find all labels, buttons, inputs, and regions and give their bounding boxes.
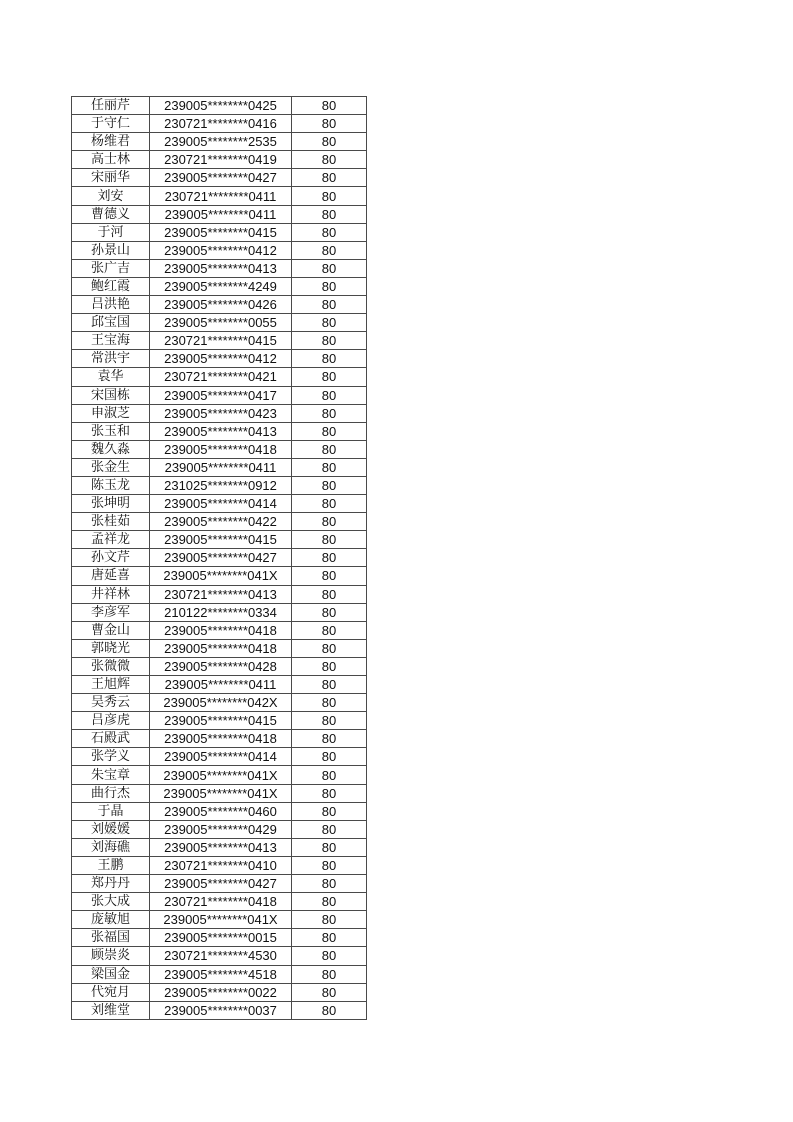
score-cell: 80	[292, 259, 367, 277]
score-cell: 80	[292, 296, 367, 314]
score-cell: 80	[292, 947, 367, 965]
id-number-cell: 230721********0411	[150, 187, 292, 205]
id-number-cell: 239005********0460	[150, 802, 292, 820]
name-cell: 张桂茹	[72, 513, 150, 531]
score-cell: 80	[292, 187, 367, 205]
score-cell: 80	[292, 621, 367, 639]
table-row	[72, 802, 367, 820]
score-cell: 80	[292, 440, 367, 458]
score-cell: 80	[292, 965, 367, 983]
table-row	[72, 657, 367, 675]
score-cell: 80	[292, 893, 367, 911]
id-number-cell: 239005********0427	[150, 169, 292, 187]
id-number-cell: 239005********0418	[150, 730, 292, 748]
table-row	[72, 621, 367, 639]
score-cell: 80	[292, 458, 367, 476]
table-row	[72, 965, 367, 983]
score-cell: 80	[292, 748, 367, 766]
id-number-cell: 230721********0415	[150, 332, 292, 350]
table-row	[72, 856, 367, 874]
id-number-cell: 239005********0426	[150, 296, 292, 314]
id-number-cell: 239005********0411	[150, 458, 292, 476]
table-row	[72, 893, 367, 911]
score-cell: 80	[292, 241, 367, 259]
score-cell: 80	[292, 404, 367, 422]
score-cell: 80	[292, 766, 367, 784]
score-cell: 80	[292, 495, 367, 513]
name-cell: 任丽芹	[72, 97, 150, 115]
score-cell: 80	[292, 223, 367, 241]
table-row	[72, 115, 367, 133]
score-cell: 80	[292, 115, 367, 133]
table-row	[72, 350, 367, 368]
score-cell: 80	[292, 277, 367, 295]
score-cell: 80	[292, 205, 367, 223]
table-row	[72, 983, 367, 1001]
table-row	[72, 929, 367, 947]
id-number-cell: 239005********0428	[150, 657, 292, 675]
table-row	[72, 205, 367, 223]
score-cell: 80	[292, 513, 367, 531]
score-cell: 80	[292, 133, 367, 151]
id-number-cell: 239005********041X	[150, 784, 292, 802]
name-cell: 张福国	[72, 929, 150, 947]
score-cell: 80	[292, 712, 367, 730]
name-cell: 曹金山	[72, 621, 150, 639]
name-cell: 宋丽华	[72, 169, 150, 187]
id-number-cell: 230721********0418	[150, 893, 292, 911]
score-cell: 80	[292, 730, 367, 748]
name-cell: 代宛月	[72, 983, 150, 1001]
table-row	[72, 947, 367, 965]
name-cell: 吕彦虎	[72, 712, 150, 730]
name-cell: 孟祥龙	[72, 531, 150, 549]
table-row	[72, 458, 367, 476]
name-cell: 孙景山	[72, 241, 150, 259]
id-number-cell: 230721********0416	[150, 115, 292, 133]
table-row	[72, 440, 367, 458]
roster-table	[71, 96, 367, 1020]
name-cell: 张玉和	[72, 422, 150, 440]
name-cell: 张坤明	[72, 495, 150, 513]
id-number-cell: 239005********0022	[150, 983, 292, 1001]
table-row	[72, 838, 367, 856]
score-cell: 80	[292, 983, 367, 1001]
id-number-cell: 239005********0429	[150, 820, 292, 838]
roster-table-body	[72, 97, 367, 1020]
id-number-cell: 231025********0912	[150, 476, 292, 494]
score-cell: 80	[292, 676, 367, 694]
id-number-cell: 230721********0419	[150, 151, 292, 169]
table-row	[72, 241, 367, 259]
id-number-cell: 239005********0411	[150, 676, 292, 694]
score-cell: 80	[292, 97, 367, 115]
score-cell: 80	[292, 875, 367, 893]
name-cell: 顾崇炎	[72, 947, 150, 965]
name-cell: 刘海礁	[72, 838, 150, 856]
table-row	[72, 820, 367, 838]
name-cell: 孙文芹	[72, 549, 150, 567]
table-row	[72, 1001, 367, 1019]
id-number-cell: 239005********0427	[150, 875, 292, 893]
table-row	[72, 603, 367, 621]
id-number-cell: 239005********042X	[150, 694, 292, 712]
id-number-cell: 239005********4518	[150, 965, 292, 983]
table-row	[72, 531, 367, 549]
id-number-cell: 239005********4249	[150, 277, 292, 295]
table-row	[72, 694, 367, 712]
score-cell: 80	[292, 838, 367, 856]
table-row	[72, 97, 367, 115]
name-cell: 张学义	[72, 748, 150, 766]
table-row	[72, 151, 367, 169]
table-row	[72, 187, 367, 205]
id-number-cell: 210122********0334	[150, 603, 292, 621]
id-number-cell: 239005********0015	[150, 929, 292, 947]
name-cell: 张广吉	[72, 259, 150, 277]
table-row	[72, 223, 367, 241]
table-row	[72, 386, 367, 404]
name-cell: 于晶	[72, 802, 150, 820]
id-number-cell: 239005********0412	[150, 241, 292, 259]
table-row	[72, 169, 367, 187]
id-number-cell: 230721********0410	[150, 856, 292, 874]
name-cell: 王鹏	[72, 856, 150, 874]
id-number-cell: 239005********041X	[150, 911, 292, 929]
name-cell: 吴秀云	[72, 694, 150, 712]
name-cell: 张微微	[72, 657, 150, 675]
score-cell: 80	[292, 350, 367, 368]
score-cell: 80	[292, 332, 367, 350]
id-number-cell: 239005********0415	[150, 712, 292, 730]
score-cell: 80	[292, 856, 367, 874]
score-cell: 80	[292, 169, 367, 187]
table-row	[72, 404, 367, 422]
name-cell: 张金生	[72, 458, 150, 476]
table-row	[72, 133, 367, 151]
name-cell: 常洪宇	[72, 350, 150, 368]
score-cell: 80	[292, 585, 367, 603]
name-cell: 袁华	[72, 368, 150, 386]
id-number-cell: 230721********0421	[150, 368, 292, 386]
id-number-cell: 239005********041X	[150, 567, 292, 585]
score-cell: 80	[292, 911, 367, 929]
score-cell: 80	[292, 929, 367, 947]
id-number-cell: 239005********0414	[150, 495, 292, 513]
score-cell: 80	[292, 531, 367, 549]
table-row	[72, 513, 367, 531]
score-cell: 80	[292, 784, 367, 802]
table-row	[72, 784, 367, 802]
name-cell: 于河	[72, 223, 150, 241]
score-cell: 80	[292, 820, 367, 838]
score-cell: 80	[292, 386, 367, 404]
table-row	[72, 296, 367, 314]
id-number-cell: 239005********0418	[150, 440, 292, 458]
name-cell: 张大成	[72, 893, 150, 911]
name-cell: 唐延喜	[72, 567, 150, 585]
score-cell: 80	[292, 368, 367, 386]
name-cell: 曹德义	[72, 205, 150, 223]
id-number-cell: 239005********0427	[150, 549, 292, 567]
id-number-cell: 239005********0414	[150, 748, 292, 766]
table-row	[72, 676, 367, 694]
name-cell: 王旭辉	[72, 676, 150, 694]
table-row	[72, 332, 367, 350]
id-number-cell: 239005********0423	[150, 404, 292, 422]
name-cell: 曲行杰	[72, 784, 150, 802]
name-cell: 石殿武	[72, 730, 150, 748]
table-row	[72, 585, 367, 603]
id-number-cell: 239005********0425	[150, 97, 292, 115]
score-cell: 80	[292, 1001, 367, 1019]
name-cell: 井祥林	[72, 585, 150, 603]
id-number-cell: 239005********0413	[150, 259, 292, 277]
id-number-cell: 239005********0413	[150, 838, 292, 856]
score-cell: 80	[292, 314, 367, 332]
id-number-cell: 239005********0055	[150, 314, 292, 332]
name-cell: 魏久淼	[72, 440, 150, 458]
id-number-cell: 239005********0417	[150, 386, 292, 404]
name-cell: 邱宝国	[72, 314, 150, 332]
id-number-cell: 239005********0418	[150, 621, 292, 639]
id-number-cell: 239005********0415	[150, 531, 292, 549]
name-cell: 刘维堂	[72, 1001, 150, 1019]
score-cell: 80	[292, 422, 367, 440]
score-cell: 80	[292, 603, 367, 621]
score-cell: 80	[292, 151, 367, 169]
table-row	[72, 277, 367, 295]
id-number-cell: 230721********4530	[150, 947, 292, 965]
table-row	[72, 730, 367, 748]
score-cell: 80	[292, 657, 367, 675]
name-cell: 高士林	[72, 151, 150, 169]
table-row	[72, 495, 367, 513]
id-number-cell: 230721********0413	[150, 585, 292, 603]
table-row	[72, 549, 367, 567]
name-cell: 于守仁	[72, 115, 150, 133]
id-number-cell: 239005********041X	[150, 766, 292, 784]
table-row	[72, 314, 367, 332]
name-cell: 梁国金	[72, 965, 150, 983]
score-cell: 80	[292, 476, 367, 494]
table-row	[72, 567, 367, 585]
name-cell: 申淑芝	[72, 404, 150, 422]
name-cell: 刘媛媛	[72, 820, 150, 838]
table-row	[72, 422, 367, 440]
id-number-cell: 239005********0422	[150, 513, 292, 531]
id-number-cell: 239005********2535	[150, 133, 292, 151]
name-cell: 宋国栋	[72, 386, 150, 404]
table-row	[72, 368, 367, 386]
table-row	[72, 639, 367, 657]
name-cell: 鲍红霞	[72, 277, 150, 295]
name-cell: 杨维君	[72, 133, 150, 151]
score-cell: 80	[292, 802, 367, 820]
name-cell: 吕洪艳	[72, 296, 150, 314]
id-number-cell: 239005********0037	[150, 1001, 292, 1019]
id-number-cell: 239005********0418	[150, 639, 292, 657]
score-cell: 80	[292, 549, 367, 567]
score-cell: 80	[292, 639, 367, 657]
name-cell: 李彦军	[72, 603, 150, 621]
table-row	[72, 766, 367, 784]
table-row	[72, 476, 367, 494]
id-number-cell: 239005********0413	[150, 422, 292, 440]
table-row	[72, 712, 367, 730]
table-row	[72, 911, 367, 929]
table-row	[72, 748, 367, 766]
name-cell: 朱宝章	[72, 766, 150, 784]
score-cell: 80	[292, 567, 367, 585]
name-cell: 刘安	[72, 187, 150, 205]
name-cell: 王宝海	[72, 332, 150, 350]
name-cell: 郭晓光	[72, 639, 150, 657]
name-cell: 庞敏旭	[72, 911, 150, 929]
table-row	[72, 875, 367, 893]
name-cell: 陈玉龙	[72, 476, 150, 494]
score-cell: 80	[292, 694, 367, 712]
table-row	[72, 259, 367, 277]
id-number-cell: 239005********0412	[150, 350, 292, 368]
id-number-cell: 239005********0415	[150, 223, 292, 241]
name-cell: 郑丹丹	[72, 875, 150, 893]
id-number-cell: 239005********0411	[150, 205, 292, 223]
